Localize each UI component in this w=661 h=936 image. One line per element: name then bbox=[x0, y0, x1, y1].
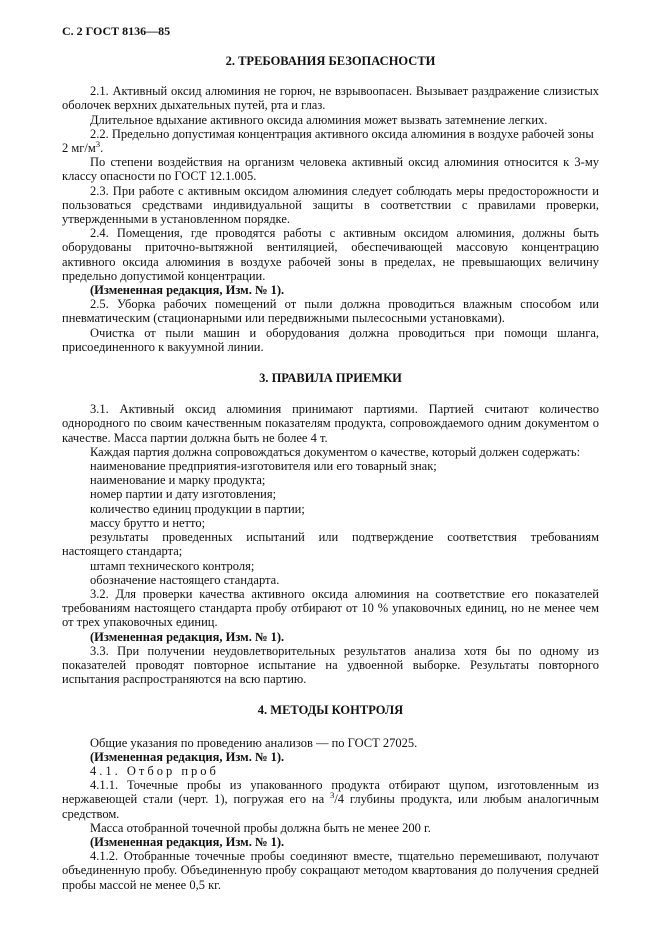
paragraph: Общие указания по проведению анализов — по ГОСТ 27025. bbox=[90, 735, 418, 750]
amendment-note: (Измененная редакция, Изм. № 1). bbox=[90, 834, 285, 849]
section-heading-acceptance: 3. ПРАВИЛА ПРИЕМКИ bbox=[259, 371, 402, 386]
amendment-note: (Измененная редакция, Изм. № 1). bbox=[90, 629, 285, 644]
limit-value: 2 мг/м bbox=[62, 141, 96, 156]
paragraph: По степени воздействия на организм человека активный оксид алюминия относится к 3-му классу опасности по ГОСТ 12.1.005. bbox=[62, 155, 599, 184]
amendment-note: (Измененная редакция, Изм. № 1). bbox=[90, 283, 285, 298]
list-item: номер партии и дату изготовления; bbox=[90, 487, 277, 502]
subsection-title: 4.1. Отбор проб bbox=[90, 763, 219, 778]
paragraph: 3.3. При получении неудовлетворительных результатов анализа хотя бы по одному из показателей проводят повторное испытание на удвоенной выборке. Результаты повторного испытания распространяются на всю партию. bbox=[62, 643, 599, 687]
paragraph: 2.1. Активный оксид алюминия не горюч, не взрывоопасен. Вызывает раздражение слизистых оболочек верхних дыхательных путей, рта и глаз. bbox=[62, 84, 599, 113]
amendment-note: (Измененная редакция, Изм. № 1). bbox=[90, 749, 285, 764]
limit-end: . bbox=[100, 141, 104, 156]
fraction-numerator: 3 bbox=[329, 790, 335, 801]
paragraph: Длительное вдыхание активного оксида алюминия может вызвать затемнение легких. bbox=[90, 112, 548, 127]
list-item: массу брутто и нетто; bbox=[90, 515, 206, 530]
list-item: количество единиц продукции в партии; bbox=[90, 501, 305, 516]
paragraph-sampling: 4.1.1. Точечные пробы из упакованного продукта отбирают щупом, изготовленным из нержавеющей стали (черт. 1), погружая его на $^3$/4 глубины продукта, или любым аналогичным средством. bbox=[62, 778, 600, 821]
section-heading-control-methods: 4. МЕТОДЫ КОНТРОЛЯ bbox=[257, 703, 404, 718]
paragraph: 4.1.2. Отобранные точечные пробы соединяют вместе, тщательно перемешивают, получают объединенную пробу. Объединенную пробу сокращают методом квартования до получения средней пробы массой не менее 0,5 кг. bbox=[62, 849, 599, 892]
sampling-text-end: глубины продукта, или любым аналогичным средством. bbox=[62, 792, 600, 821]
limit-exponent: 3 bbox=[95, 138, 101, 149]
list-item: результаты проведенных испытаний или подтверждение соответствия требованиям настоящего стандарта; bbox=[62, 530, 599, 559]
page-header: С. 2 ГОСТ 8136—85 bbox=[62, 24, 171, 38]
paragraph: 2.2. Предельно допустимая концентрация активного оксида алюминия в воздухе рабочей зоны bbox=[90, 126, 594, 141]
paragraph: Каждая партия должна сопровождаться документом о качестве, который должен содержать: bbox=[90, 444, 581, 459]
list-item: наименование и марку продукта; bbox=[90, 473, 266, 488]
list-item: штамп технического контроля; bbox=[90, 558, 255, 573]
paragraph: 2.5. Уборка рабочих помещений от пыли должна проводиться влажным способом или пневматическим (стационарными или передвижными пылесосными установками). bbox=[62, 297, 599, 326]
sampling-text: 4.1.1. Точечные пробы из упакованного продукта отбирают щупом, изготовленным из нержавеющей стали (черт. 1), погружая его на bbox=[62, 778, 599, 807]
paragraph: 3.1. Активный оксид алюминия принимают партиями. Партией считают количество однородного по своим качественным показателям продукта, сопровождаемого одним документом о качестве. Масса партии должна быть не более 4 т. bbox=[62, 402, 599, 445]
paragraph: 2.4. Помещения, где проводятся работы с активным оксидом алюминия, должны быть оборудованы приточно-вытяжной вентиляцией, обеспечивающей массовую концентрацию активного оксида алюминия в воздухе рабочей зоны в пределах, не превышающих величину предельно допустимой концентрации. bbox=[62, 226, 599, 283]
section-heading-safety: 2. ТРЕБОВАНИЯ БЕЗОПАСНОСТИ bbox=[225, 54, 436, 68]
fraction-denominator: 4 bbox=[337, 792, 345, 807]
paragraph: 2.3. При работе с активным оксидом алюминия следует соблюдать меры предосторожности и пользоваться средствами индивидуальной защиты в соответствии с правилами проверки, утвержденными в установленном порядке. bbox=[62, 183, 599, 227]
paragraph: Очистка от пыли машин и оборудования должна проводиться при помощи шланга, присоединенного к вакуумной линии. bbox=[62, 325, 599, 354]
list-item: наименование предприятия-изготовителя или его товарный знак; bbox=[90, 459, 437, 474]
document-body bbox=[62, 54, 599, 892]
limit-value-line bbox=[62, 138, 599, 156]
paragraph: 3.2. Для проверки качества активного оксида алюминия на соответствие его показателей требованиям настоящего стандарта пробу отбирают от 10 % упаковочных единиц, но не менее чем от трех упаковочных единиц. bbox=[62, 586, 599, 630]
list-item: обозначение настоящего стандарта. bbox=[90, 572, 280, 587]
paragraph: Масса отобранной точечной пробы должна быть не менее 200 г. bbox=[90, 820, 431, 835]
